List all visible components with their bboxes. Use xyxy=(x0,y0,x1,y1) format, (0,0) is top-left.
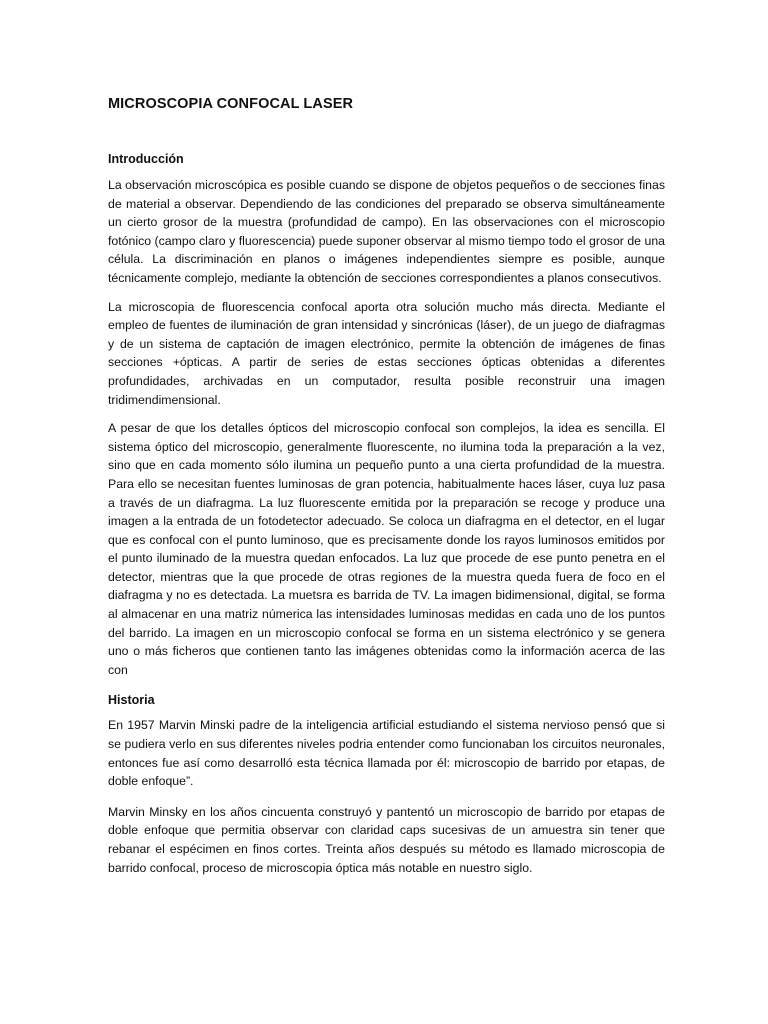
section-heading-historia: Historia xyxy=(108,693,155,708)
section-heading-introduccion: Introducción xyxy=(108,152,184,166)
intro-paragraph-3: A pesar de que los detalles ópticos del microscopio confocal son complejos, la idea es sencilla. El sistema óptico del microscopio, generalmente fluorescente, no ilumina toda la preparación a la vez, sino que en cada momento sólo ilumina un pequeño punto a una cierta profundidad de la muestra. Para ello se necesitan fuentes luminosas de gran potencia, habitualmente haces láser, cuya luz pasa a través de un diafragma. La luz fluorescente emitida por la preparación se recoge y produce una imagen a la entrada de un fotodetector adecuado. Se coloca un diafragma en el detector, en el lugar que es confocal con el punto luminoso, que es precisamente donde los rayos luminosos emitidos por el punto iluminado de la muestra quedan enfocados. La luz que procede de ese punto penetra en el detector, mientras que la que procede de otras regiones de la muestra queda fuera de foco en el diafragma y no es detectada. La muetsra es barrida de TV. La imagen bidimensional, digital, se forma al almacenar en una matriz númerica las intensidades luminosas medidas en cada uno de los puntos del barrido. La imagen en un microscopio confocal se forma en un sistema electrónico y se genera uno o más ficheros que contienen tanto las imágenes obtenidas como la información acerca de las con xyxy=(108,421,665,677)
intro-paragraph-2: La microscopia de fluorescencia confocal aporta otra solución mucho más directa. Mediante el empleo de fuentes de iluminación de gran intensidad y sincrónicas (láser), de un juego de diafragmas y de un sistema de captación de imagen electrónico, permite la obtención de imágenes de finas secciones +ópticas. A partir de series de estas secciones ópticas obtenidas a diferentes profundidades, archivadas en un computador, resulta posible reconstruir una imagen tridimendimensional. xyxy=(108,299,665,407)
document-title: MICROSCOPIA CONFOCAL LASER xyxy=(108,96,354,112)
historia-paragraph-2: Marvin Minsky en los años cincuenta construyó y pantentó un microscopio de barrido por etapas de doble enfoque que permitia observar con claridad caps sucesivas de un amuestra sin tener que rebanar el espécimen en finos cortes. Treinta años después su método es llamado microscopia de barrido confocal, proceso de microscopia óptica más notable en nuestro siglo. xyxy=(108,804,665,875)
historia-paragraph-1: En 1957 Marvin Minski padre de la inteligencia artificial estudiando el sistema nervioso pensó que si se pudiera verlo en sus diferentes niveles podria entender como funcionaban los circuitos neuronales, entonces fue así como desarrolló esta técnica llamada por él: microscopio de barrido por etapas, de doble enfoque”. xyxy=(108,718,665,789)
intro-paragraph-1: La observación microscópica es posible cuando se dispone de objetos pequeños o de secciones finas de material a observar. Dependiendo de las condiciones del preparado se observa simultáneamente un cierto grosor de la muestra (profundidad de campo). En las observaciones con el microscopio fotónico (campo claro y fluorescencia) puede suponer observar al mismo tiempo todo el grosor de una célula. La discriminación en planos o imágenes independientes siempre es posible, aunque técnicamente complejo, mediante la obtención de secciones correspondientes a planos consecutivos. xyxy=(108,178,665,285)
